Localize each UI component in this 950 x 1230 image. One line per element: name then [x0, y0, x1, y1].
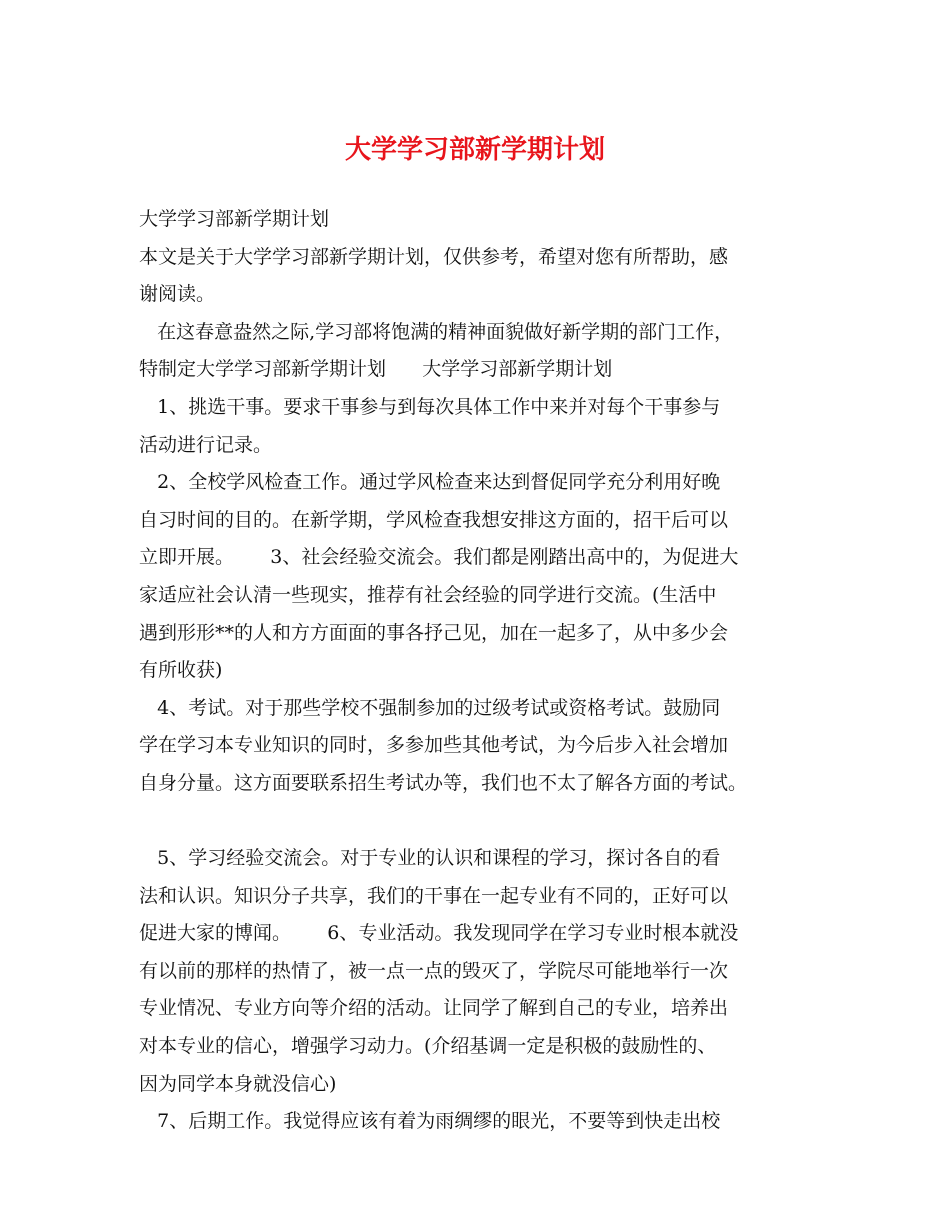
- body-line: [139, 803, 829, 841]
- body-line: 4、考试。对于那些学校不强制参加的过级考试或资格考试。鼓励同: [139, 696, 721, 719]
- body-line: 大学学习部新学期计划: [139, 208, 330, 230]
- body-line: 法和认识。知识分子共享，我们的干事在一起专业有不同的，正好可以: [139, 884, 729, 907]
- body-line: 在这春意盎然之际,学习部将饱满的精神面貌做好新学期的部门工作，: [139, 320, 734, 343]
- body-line: 对本专业的信心，增强学习动力。(介绍基调一定是积极的鼓励性的、: [139, 1035, 717, 1058]
- body-line: 特制定大学学习部新学期计划 大学学习部新学期计划: [139, 358, 613, 381]
- body-line: 有以前的那样的热情了，被一点一点的毁灭了，学院尽可能地举行一次: [139, 959, 729, 982]
- body-line: 学在学习本专业知识的同时，多参加些其他考试，为今后步入社会增加: [139, 734, 729, 757]
- body-line: 谢阅读。: [139, 283, 216, 306]
- document-title: 大学学习部新学期计划: [344, 135, 605, 165]
- body-line: 立即开展。 3、社会经验交流会。我们都是刚踏出高中的，为促进大: [139, 546, 739, 569]
- document-body: [139, 201, 829, 1141]
- body-line: 5、学习经验交流会。对于专业的认识和课程的学习，探讨各自的看: [139, 847, 721, 870]
- body-line: 7、后期工作。我觉得应该有着为雨绸缪的眼光，不要等到快走出校: [139, 1110, 721, 1133]
- body-line: 活动进行记录。: [139, 433, 273, 456]
- body-line: 本文是关于大学学习部新学期计划，仅供参考，希望对您有所帮助，感: [139, 245, 729, 268]
- body-line: 2、全校学风检查工作。通过学风检查来达到督促同学充分利用好晚: [139, 471, 721, 494]
- body-line: 专业情况、专业方向等介绍的活动。让同学了解到自己的专业，培养出: [139, 997, 729, 1020]
- body-line: 家适应社会认清一些现实，推荐有社会经验的同学进行交流。(生活中: [139, 583, 717, 606]
- body-line: 1、挑选干事。要求干事参与到每次具体工作中来并对每个干事参与: [139, 395, 721, 418]
- body-line: 遇到形形**的人和方方面面的事各抒己见，加在一起多了，从中多少会: [139, 621, 729, 644]
- body-line: 有所收获): [139, 659, 223, 682]
- body-line: 自身分量。这方面要联系招生考试办等，我们也不太了解各方面的考试。: [139, 771, 748, 794]
- body-line: 促进大家的博闻。 6、专业活动。我发现同学在学习专业时根本就没: [139, 922, 739, 945]
- body-line: 因为同学本身就没信心): [139, 1072, 337, 1095]
- body-line: 自习时间的目的。在新学期，学风检查我想安排这方面的，招干后可以: [139, 508, 729, 531]
